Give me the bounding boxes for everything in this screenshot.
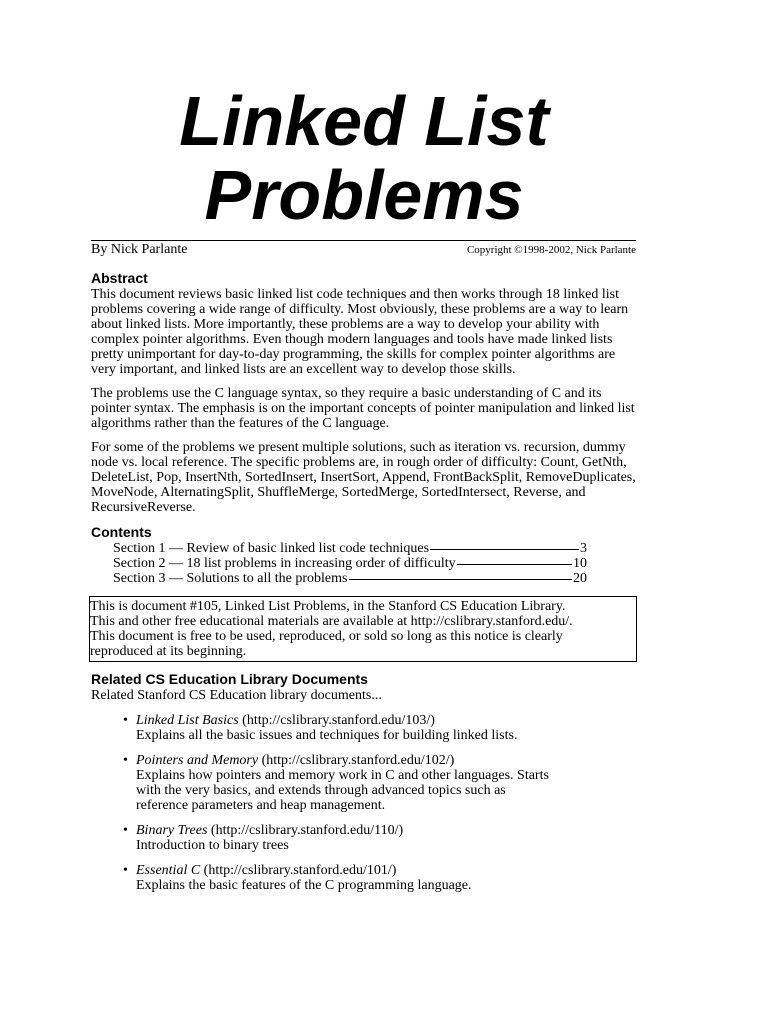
related-doc-item — [91, 863, 639, 893]
document-body — [91, 270, 639, 893]
related-doc-url: (http://cslibrary.stanford.edu/102/) — [258, 753, 455, 768]
author: By Nick Parlante — [91, 242, 188, 257]
toc-leader — [457, 564, 572, 565]
title-line-2: Problems — [204, 156, 524, 234]
document-title — [0, 84, 768, 232]
related-doc-url: (http://cslibrary.stanford.edu/101/) — [200, 863, 397, 878]
abstract-paragraph-1: This document reviews basic linked list code techniques and then works through 18 linked list problems covering a wide range of difficulty. Most obviously, these problems are a way to learn about linked lists. More importantly, these problems are a way to develop your ability with complex pointer algorithms. Even though modern languages and tools have made linked lists pretty unimportant for day-to-day programming, the skills for complex pointer algorithms are very important, and linked lists are an excellent way to develop those skills. — [91, 287, 629, 377]
table-of-contents — [113, 541, 639, 586]
related-heading: Related CS Education Library Documents — [91, 671, 368, 687]
abstract-heading: Abstract — [91, 270, 148, 286]
toc-entry-page: 20 — [573, 571, 587, 586]
abstract-paragraph-2: The problems use the C language syntax, so they require a basic understanding of C and its pointer syntax. The emphasis is on the important concepts of pointer manipulation and linked list algorithms rather than the features of the C language. — [91, 386, 635, 431]
related-doc-desc: Explains all the basic issues and techniques for building linked lists. — [136, 728, 518, 743]
related-doc-desc: with the very basics, and extends through advanced topics such as — [136, 783, 506, 798]
bullet: • — [123, 823, 128, 838]
toc-entry — [113, 571, 587, 586]
library-notice-box — [89, 596, 637, 662]
related-doc-title: Pointers and Memory — [136, 753, 259, 768]
notice-line: This and other free educational materials are available at http://cslibrary.stanford.edu/. — [90, 614, 573, 629]
related-doc-desc: Explains the basic features of the C programming language. — [136, 878, 472, 893]
bullet: • — [123, 713, 128, 728]
related-doc-url: (http://cslibrary.stanford.edu/110/) — [207, 823, 404, 838]
toc-entry — [113, 556, 587, 571]
toc-entry-title: Section 2 — 18 list problems in increasing order of difficulty — [113, 556, 456, 571]
related-doc-item — [91, 713, 639, 743]
toc-leader — [349, 579, 573, 580]
byline-rule — [91, 240, 636, 257]
bullet: • — [123, 753, 128, 768]
related-doc-desc: Introduction to binary trees — [136, 838, 289, 853]
toc-entry-page: 3 — [580, 541, 587, 556]
contents-heading: Contents — [91, 524, 152, 540]
toc-entry-page: 10 — [573, 556, 587, 571]
toc-entry-title: Section 1 — Review of basic linked list code techniques — [113, 541, 430, 556]
related-doc-item — [91, 753, 639, 813]
related-doc-desc: reference parameters and heap management. — [136, 798, 386, 813]
related-documents-list — [91, 713, 639, 893]
related-doc-desc: Explains how pointers and memory work in C and other languages. Starts — [136, 768, 549, 783]
related-doc-item — [91, 823, 639, 853]
copyright: Copyright ©1998-2002, Nick Parlante — [466, 244, 636, 256]
notice-line: reproduced at its beginning. — [90, 644, 247, 659]
bullet: • — [123, 863, 128, 878]
notice-line: This document is free to be used, reproduced, or sold so long as this notice is clearly — [90, 629, 563, 644]
toc-leader — [430, 549, 579, 550]
related-doc-url: (http://cslibrary.stanford.edu/103/) — [238, 713, 435, 728]
title-line-1: Linked List — [179, 82, 549, 160]
related-doc-title: Essential C — [136, 863, 201, 878]
toc-entry-title: Section 3 — Solutions to all the problems — [113, 571, 348, 586]
related-doc-title: Linked List Basics — [136, 713, 239, 728]
abstract-paragraph-3: For some of the problems we present multiple solutions, such as iteration vs. recursion, dummy node vs. local reference. The specific problems are, in rough order of difficulty: Count, GetNth, DeleteList, Pop, InsertNth, SortedInsert, InsertSort, Append, FrontBackSplit, RemoveDuplicates, MoveNode, AlternatingSplit, ShuffleMerge, SortedMerge, SortedIntersect, Reverse, and RecursiveReverse. — [91, 440, 636, 515]
toc-entry — [113, 541, 587, 556]
notice-line: This is document #105, Linked List Problems, in the Stanford CS Education Library. — [90, 599, 566, 614]
related-intro: Related Stanford CS Education library documents... — [91, 688, 382, 703]
related-doc-title: Binary Trees — [136, 823, 208, 838]
